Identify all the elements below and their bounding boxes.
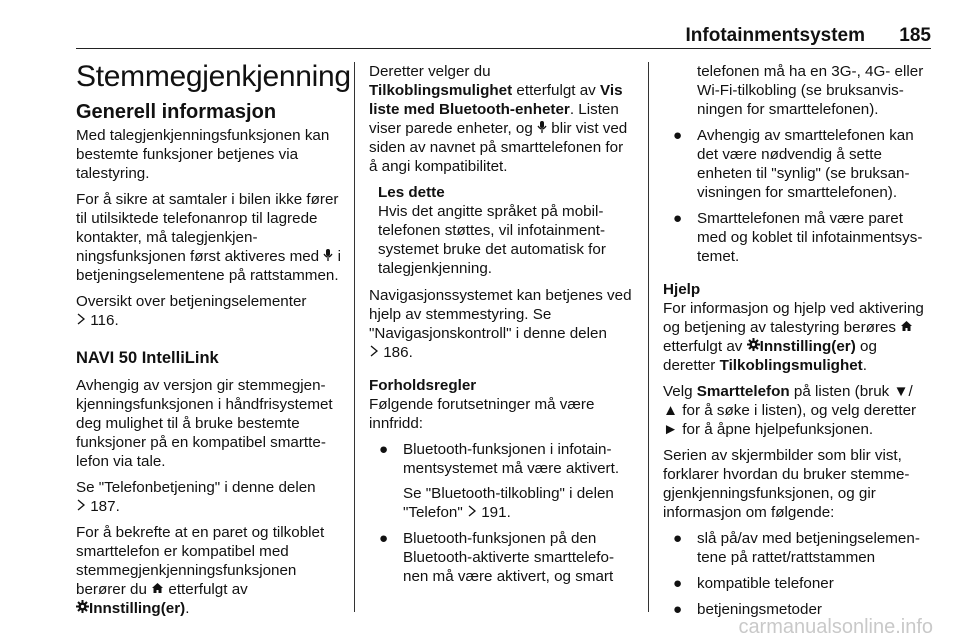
menu-term: Tilkoblingsmulighet — [719, 357, 863, 374]
gear-icon — [76, 600, 89, 613]
bullet-icon: ● — [673, 530, 683, 547]
page-reference[interactable]: 191. — [481, 504, 511, 521]
bullet-list — [663, 529, 931, 619]
page-reference[interactable]: 116. — [90, 312, 119, 329]
text: Deretter velger du — [369, 63, 491, 80]
subsection-heading: Hjelp — [663, 281, 701, 298]
text: For informasjon og hjelp ved aktivering og betjening av talestyring berøres — [663, 300, 924, 336]
bullet-icon: ● — [379, 441, 389, 458]
text: i betjeningselementene på rattstammen. — [76, 248, 341, 284]
list-item — [663, 209, 931, 266]
section-heading: Stemmegjenkjenning — [76, 60, 351, 93]
text: Oversikt over betjeningselementer — [76, 293, 307, 310]
mic-icon — [537, 120, 547, 133]
paragraph — [663, 299, 931, 375]
paragraph — [76, 292, 346, 330]
down-triangle-icon: ▼ — [893, 383, 909, 400]
subsection-heading: Forholdsregler — [369, 377, 477, 394]
bullet-icon: ● — [673, 601, 683, 618]
page-reference-icon — [369, 345, 379, 357]
subsection-heading: Generell informasjon — [76, 101, 277, 123]
note-title: Les dette — [378, 184, 445, 201]
text — [403, 484, 633, 522]
bullet-list — [663, 126, 931, 266]
column-divider — [354, 62, 355, 612]
paragraph — [76, 190, 346, 285]
paragraph: Følgende forutsetninger må være innfridd: — [369, 396, 595, 432]
column-1 — [76, 60, 351, 625]
page-reference[interactable]: 187. — [90, 498, 120, 515]
paragraph — [76, 523, 346, 618]
menu-term: Smarttelefon — [696, 383, 790, 400]
text: etterfulgt av — [168, 581, 248, 598]
menu-term: Innstilling(er) — [89, 600, 186, 617]
page-reference-icon — [76, 313, 86, 325]
list-item — [369, 440, 633, 522]
right-triangle-icon: ► — [663, 421, 679, 438]
text: kompatible telefoner — [697, 575, 834, 592]
up-triangle-icon: ▲ — [663, 402, 679, 419]
bullet-icon: ● — [673, 210, 683, 227]
page-number: 185 — [899, 25, 931, 46]
list-item — [663, 574, 931, 593]
mic-icon — [323, 248, 333, 261]
text: på listen (bruk — [793, 383, 890, 400]
text: . — [185, 600, 190, 617]
paragraph — [76, 478, 346, 516]
home-icon — [151, 582, 164, 594]
bullet-icon: ● — [673, 575, 683, 592]
note-box — [378, 183, 633, 278]
paragraph — [369, 286, 633, 362]
paragraph: Avhengig av versjon gir stemmegjenkjenningsfunksjonen i håndfrisystemet deg mulighet til å bruke bestemte funksjoner på en kompatibel smarttelefon via tale. — [76, 377, 333, 470]
list-item — [663, 529, 931, 567]
text: Bluetooth-funksjonen på den Bluetooth-aktiverte smarttelefonen må være aktivert, og smart — [403, 530, 615, 585]
text: . Listen viser parede enheter, og — [369, 101, 619, 137]
paragraph — [663, 382, 931, 439]
text: For å bekrefte at en paret og tilkoblet smarttelefon er kompatibel med stemmegjenkjenningsfunksjonen berører du — [76, 524, 325, 598]
page-reference-icon — [76, 499, 86, 511]
text: etterfulgt av — [663, 338, 743, 355]
paragraph: Serien av skjermbilder som blir vist, forklarer hvordan du bruker stemmegjenkjenningsfunksjonen, og gir informasjon om følgende: — [663, 447, 910, 521]
text: Avhengig av smarttelefonen kan det være nødvendig å sette enheten til "synlig" (se bruksanvisningen for smarttelefonen). — [697, 127, 914, 201]
text: Smarttelefonen må være paret med og koblet til infotainmentsystemet. — [697, 210, 923, 265]
column-2 — [369, 62, 633, 593]
text: For å sikre at samtaler i bilen ikke fører til utilsiktede telefonanrop til lagrede kontakter, må talegjenkjenningsfunksjonen først aktiveres med — [76, 191, 339, 265]
text: betjeningsmetoder — [697, 601, 822, 618]
text: og deretter — [663, 338, 877, 374]
menu-term: Tilkoblingsmulighet — [369, 82, 513, 99]
watermark: carmanualsonline.info — [738, 616, 933, 638]
text: Bluetooth-funksjonen i infotainmentsystemet må være aktivert. — [403, 441, 620, 477]
list-item — [369, 529, 633, 586]
page-reference[interactable]: 186. — [383, 344, 413, 361]
home-icon — [900, 320, 913, 332]
text: Navigasjonssystemet kan betjenes ved hjelp av stemmestyring. Se "Navigasjonskontroll" i denne delen — [369, 287, 632, 342]
text: / — [908, 383, 913, 400]
text: for å søke i listen), og velg deretter — [682, 402, 917, 419]
text: blir vist ved siden av navnet på smarttelefonen for å angi kompatibilitet. — [369, 120, 628, 175]
text: Se "Bluetooth-tilkobling" i delen "Telefon" — [403, 485, 614, 521]
menu-term: Vis liste med Bluetooth-enheter — [369, 82, 623, 118]
page-header — [76, 22, 931, 49]
text: slå på/av med betjeningselementene på rattet/rattstammen — [697, 530, 920, 566]
list-item — [663, 126, 931, 202]
text: Se "Telefonbetjening" i denne delen — [76, 479, 316, 496]
menu-term: Innstilling(er) — [759, 338, 856, 355]
paragraph — [369, 62, 633, 176]
column-3 — [663, 62, 931, 626]
page-reference-icon — [467, 505, 477, 517]
column-divider — [648, 62, 649, 612]
bullet-list — [369, 440, 633, 586]
paragraph: Med talegjenkjenningsfunksjonen kan bestemte funksjoner betjenes via talestyring. — [76, 127, 330, 182]
text: for å åpne hjelpefunksjonen. — [682, 421, 874, 438]
text: etterfulgt av — [516, 82, 596, 99]
bullet-icon: ● — [673, 127, 683, 144]
note-body: Hvis det angitte språket på mobiltelefonen støttes, vil infotainmentsystemet bruke det automatisk for talegjenkjenning. — [378, 203, 606, 277]
gear-icon — [747, 338, 760, 351]
text: . — [862, 357, 867, 374]
subsection-heading: NAVI 50 IntelliLink — [76, 349, 219, 367]
list-item-continuation: telefonen må ha en 3G-, 4G- eller Wi-Fi-tilkobling (se bruksanvisningen for smarttelefonen). — [697, 63, 924, 118]
text: Velg — [663, 383, 693, 400]
running-title: Infotainmentsystem — [685, 25, 865, 46]
bullet-icon: ● — [379, 530, 389, 547]
